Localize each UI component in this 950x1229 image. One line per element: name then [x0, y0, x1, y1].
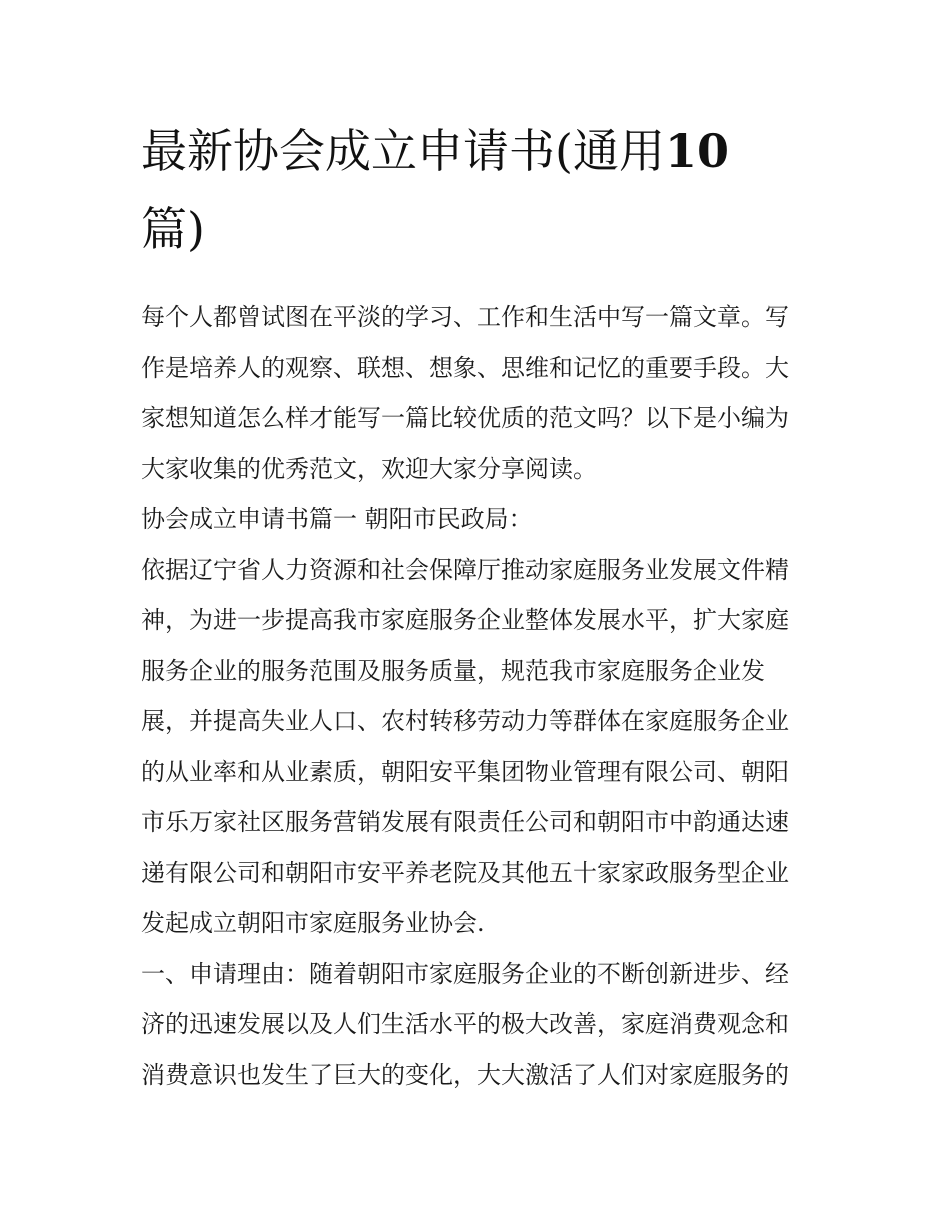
title-line-2: 篇) [141, 202, 205, 256]
text-line: 消费意识也发生了巨大的变化，大大激活了人们对家庭服务的 [141, 1060, 789, 1089]
title-number: 10 [664, 124, 729, 178]
text-line: 的从业率和从业素质，朝阳安平集团物业管理有限公司、朝阳 [141, 757, 789, 786]
body-paragraph [141, 545, 813, 949]
text-line: 展，并提高失业人口、农村转移劳动力等群体在家庭服务企业 [141, 707, 789, 735]
text-line: 递有限公司和朝阳市安平养老院及其他五十家家政服务型企业 [141, 858, 789, 887]
document-body [141, 112, 813, 1100]
text-line: 作是培养人的观察、联想、想象、思维和记忆的重要手段。大 [141, 353, 789, 382]
text-line: 协会成立申请书篇一 朝阳市民政局： [141, 505, 533, 533]
intro-paragraph [141, 292, 813, 494]
text-line: 发起成立朝阳市家庭服务业协会. [141, 909, 485, 937]
text-line: 市乐万家社区服务营销发展有限责任公司和朝阳市中韵通达速 [141, 808, 789, 836]
text-line: 依据辽宁省人力资源和社会保障厅推动家庭服务业发展文件精 [141, 555, 789, 584]
title-text: 最新协会成立申请书(通用 [141, 124, 665, 178]
text-line: 大家收集的优秀范文，欢迎大家分享阅读。 [141, 454, 597, 483]
text-line: 每个人都曾试图在平淡的学习、工作和生活中写一篇文章。写 [141, 303, 789, 331]
text-line: 一、申请理由：随着朝阳市家庭服务企业的不断创新进步、经 [141, 959, 789, 988]
reason-paragraph [141, 949, 813, 1101]
document-title [141, 112, 813, 268]
text-line: 服务企业的服务范围及服务质量，规范我市家庭服务企业发 [141, 656, 765, 685]
salutation-paragraph [141, 494, 813, 545]
text-line: 家想知道怎么样才能写一篇比较优质的范文吗？以下是小编为 [141, 404, 789, 432]
text-line: 神，为进一步提高我市家庭服务企业整体发展水平，扩大家庭 [141, 606, 789, 634]
title-line-1 [141, 112, 813, 190]
text-line: 济的迅速发展以及人们生活水平的极大改善，家庭消费观念和 [141, 1010, 789, 1038]
